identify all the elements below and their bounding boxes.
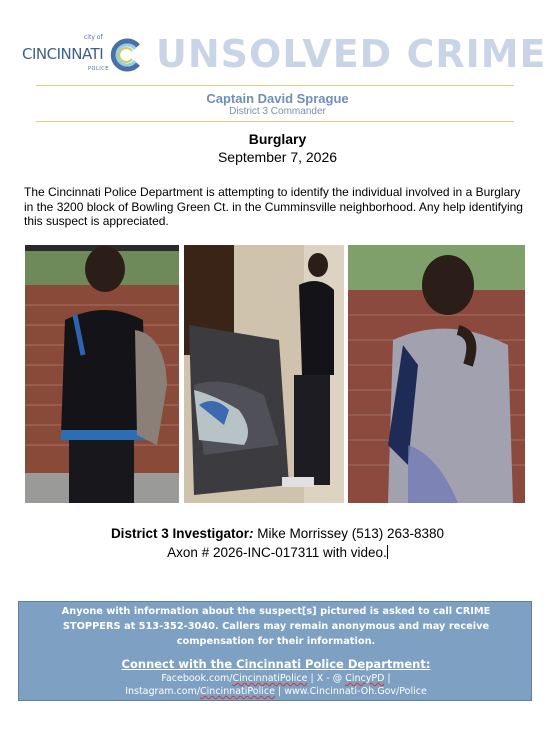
connect-heading: Connect with the Cincinnati Police Department: (121, 657, 431, 671)
facebook-link[interactable]: CincinnatiPolice (232, 673, 308, 684)
suspect-photo-1 (25, 245, 179, 503)
suspect-photo-3 (348, 245, 525, 503)
commander-name: Captain David Sprague (206, 91, 349, 106)
investigator-line (0, 526, 555, 541)
cincinnati-police-logo (22, 34, 150, 76)
social-links-line-1 (19, 673, 533, 684)
crime-type: Burglary (248, 131, 307, 147)
page-title: UNSOLVED CRIME (156, 32, 547, 76)
commander-role: District 3 Commander (229, 106, 326, 117)
bottom-divider (36, 121, 514, 122)
x-suffix: | (384, 673, 391, 684)
top-divider (36, 85, 514, 86)
crime-stoppers-message: Anyone with information about the suspect[s] pictured is asked to call CRIME STOPPERS at 513-352-3040. Callers may remain anonymous and may receive compensation for their information. (61, 606, 491, 647)
instagram-prefix: Instagram.com/ (125, 686, 201, 697)
suspect-photo-2 (184, 245, 344, 503)
axon-number: Axon # 2026-INC-017311 with video. (167, 545, 387, 560)
text-cursor (387, 545, 388, 559)
crime-stoppers-box (18, 601, 532, 701)
x-prefix: | X - @ (307, 673, 346, 684)
instagram-link[interactable]: CincinnatiPolice (200, 686, 275, 697)
axon-line (0, 545, 555, 560)
crime-date: September 7, 2026 (217, 149, 338, 165)
logo-city-of: city of (84, 34, 103, 41)
logo-c-mark-icon (108, 37, 144, 73)
header (22, 30, 547, 82)
logo-police: POLICE (88, 66, 109, 72)
investigator-name-phone: Mike Morrissey (513) 263-8380 (253, 526, 445, 541)
crime-description: The Cincinnati Police Department is attempting to identify the individual involved in a Burglary in the 3200 block of Bowling Green Ct. in the Cumminsville neighborhood. Any help identifying this suspect is appreciated. (24, 185, 523, 228)
investigator-label: District 3 Investigator (110, 526, 249, 541)
website-link[interactable]: | www.Cincinnati-Oh.Gov/Police (274, 686, 427, 697)
logo-city-name: CINCINNATI (22, 45, 104, 63)
social-links-line-2 (19, 686, 533, 697)
x-link[interactable]: CincyPD (345, 673, 385, 684)
facebook-prefix: Facebook.com/ (161, 673, 233, 684)
investigator-colon: : (248, 526, 254, 541)
